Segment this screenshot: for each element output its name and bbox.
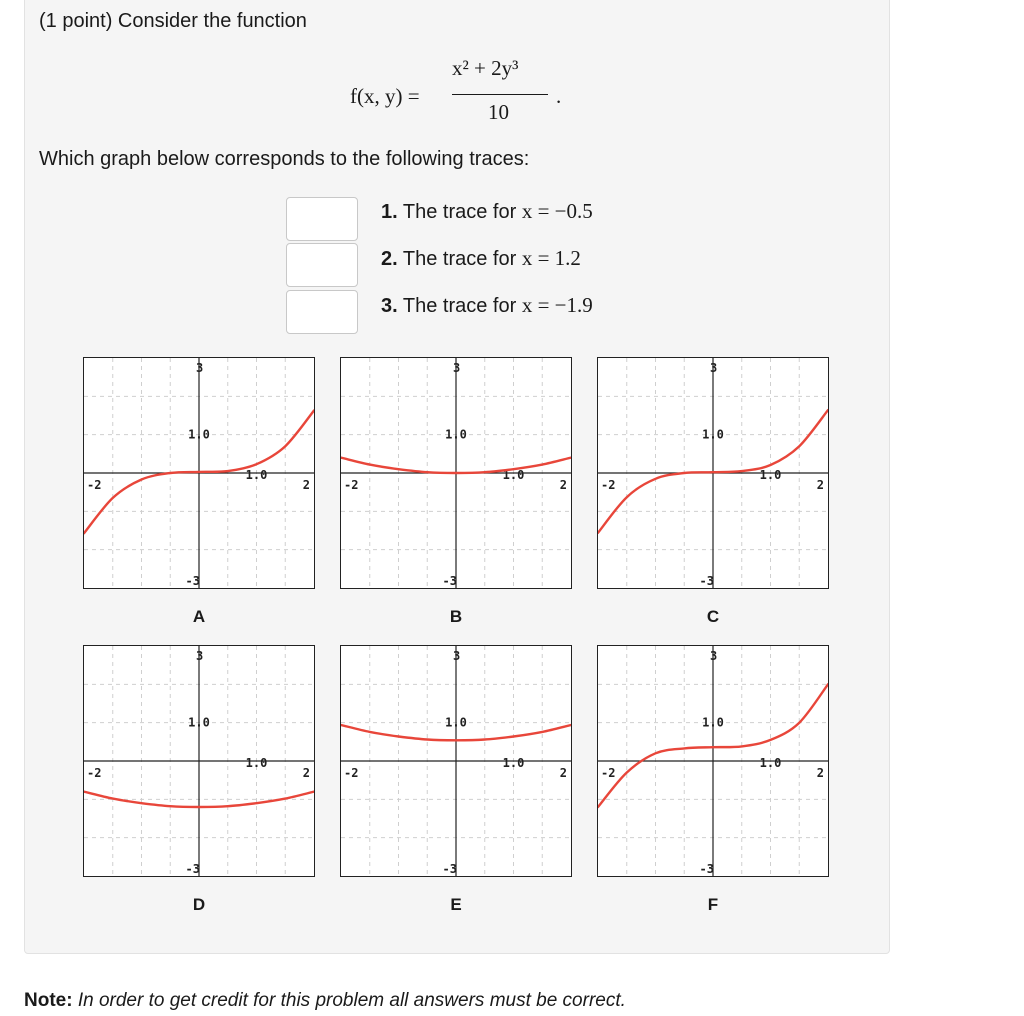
graph-label-f: F	[707, 895, 719, 914]
graph-label-d: D	[192, 895, 206, 914]
y-tick-label: 1.0	[702, 715, 724, 730]
x-tick-label: -2	[87, 766, 102, 780]
y-tick-label: -3	[185, 574, 200, 588]
y-tick-label: -3	[442, 862, 457, 876]
trace-text: The trace for	[402, 248, 522, 270]
note-label: Note:	[24, 990, 73, 1011]
formula-denominator: 10	[488, 100, 509, 124]
trace-number: 2.	[381, 248, 398, 270]
x-tick-label: -2	[344, 766, 359, 780]
x-tick-label: 2	[816, 766, 824, 780]
trace-text: The trace for	[402, 201, 522, 223]
y-tick-label: 3	[453, 649, 461, 663]
y-tick-label: 1.0	[445, 427, 467, 442]
y-tick-label: -3	[699, 862, 714, 876]
x-tick-label: -2	[87, 478, 102, 492]
graph-plot	[598, 646, 828, 876]
y-tick-label: 1.0	[188, 427, 210, 442]
x-tick-label: 1.0	[245, 756, 268, 770]
problem-intro: (1 point) Consider the function	[39, 10, 307, 32]
trace-number: 1.	[381, 201, 398, 223]
x-tick-label: 1.0	[245, 468, 268, 482]
graph-e[interactable]	[340, 645, 572, 877]
y-tick-label: 3	[196, 361, 204, 375]
formula-numerator: x² + 2y³	[452, 56, 519, 80]
graph-plot	[84, 358, 314, 588]
formula-lhs: f(x, y) =	[350, 84, 420, 108]
y-tick-label: 3	[710, 649, 718, 663]
y-tick-label: -3	[185, 862, 200, 876]
answer-input-1[interactable]	[286, 197, 358, 241]
x-tick-label: 2	[302, 478, 310, 492]
trace-equation: x = −1.9	[521, 293, 593, 317]
x-tick-label: 1.0	[759, 468, 782, 482]
graph-plot	[598, 358, 828, 588]
note	[24, 990, 626, 1012]
trace-number: 3.	[381, 295, 398, 317]
x-tick-label: 1.0	[759, 756, 782, 770]
answer-input-3[interactable]	[286, 290, 358, 334]
y-tick-label: 3	[710, 361, 718, 375]
note-text: In order to get credit for this problem all answers must be correct.	[77, 990, 626, 1011]
y-tick-label: 3	[196, 649, 204, 663]
y-tick-label: 1.0	[702, 427, 724, 442]
formula-end: .	[556, 84, 562, 108]
graph-d[interactable]	[83, 645, 315, 877]
question-text: Which graph below corresponds to the following traces:	[39, 148, 530, 170]
x-tick-label: 2	[559, 478, 567, 492]
x-tick-label: -2	[601, 478, 616, 492]
y-tick-label: 3	[453, 361, 461, 375]
graph-label-c: C	[706, 607, 720, 626]
graph-label-b: B	[449, 607, 463, 626]
answer-input-2[interactable]	[286, 243, 358, 287]
graph-label-e: E	[450, 895, 462, 914]
fraction-bar	[452, 94, 548, 95]
graph-c[interactable]	[597, 357, 829, 589]
trace-text: The trace for	[402, 295, 522, 317]
x-tick-label: -2	[601, 766, 616, 780]
graph-plot	[84, 646, 314, 876]
y-tick-label: 1.0	[188, 715, 210, 730]
x-tick-label: 2	[302, 766, 310, 780]
trace-item-2	[381, 246, 581, 271]
trace-item-3	[381, 293, 593, 318]
x-tick-label: 2	[559, 766, 567, 780]
graph-a[interactable]	[83, 357, 315, 589]
graph-b[interactable]	[340, 357, 572, 589]
x-tick-label: -2	[344, 478, 359, 492]
y-tick-label: 1.0	[445, 715, 467, 730]
trace-equation: x = 1.2	[521, 246, 581, 270]
x-tick-label: 2	[816, 478, 824, 492]
trace-equation: x = −0.5	[521, 199, 593, 223]
graph-label-a: A	[192, 607, 206, 626]
y-tick-label: -3	[442, 574, 457, 588]
graph-f[interactable]	[597, 645, 829, 877]
y-tick-label: -3	[699, 574, 714, 588]
trace-item-1	[381, 199, 593, 224]
graph-plot	[341, 646, 571, 876]
x-tick-label: 1.0	[502, 468, 525, 482]
graph-plot	[341, 358, 571, 588]
x-tick-label: 1.0	[502, 756, 525, 770]
